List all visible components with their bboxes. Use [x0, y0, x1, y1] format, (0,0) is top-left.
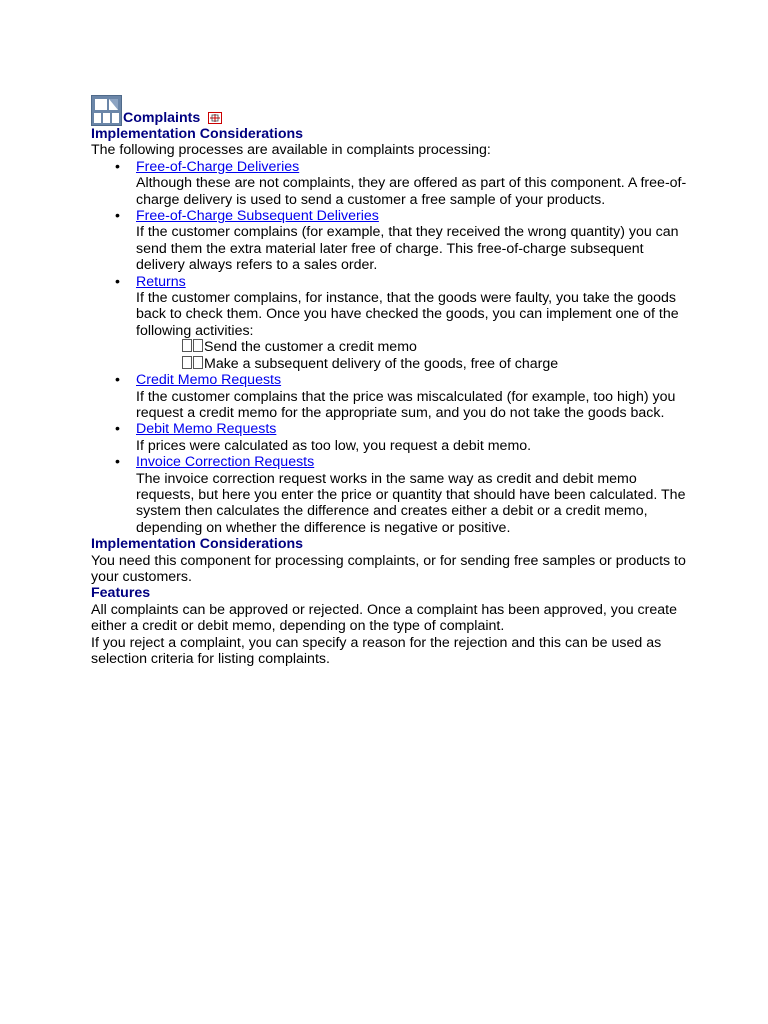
activity-item — [182, 339, 691, 355]
item-description: If the customer complains, for instance, that the goods were faulty, you take the goods back to check them. Once you have checked the goods, you can implement one of the following activities: — [136, 290, 679, 339]
section-heading-implementation-2: Implementation Considerations — [91, 536, 304, 553]
link-returns[interactable]: Returns — [136, 273, 186, 290]
list-item — [136, 372, 691, 421]
structure-link-icon[interactable] — [208, 112, 222, 124]
list-item — [136, 274, 691, 372]
title-row — [91, 94, 691, 126]
activity-label: Send the customer a credit memo — [204, 339, 417, 356]
activity-label: Make a subsequent delivery of the goods, free of charge — [204, 355, 559, 372]
intro-text: The following processes are available in complaints processing: — [91, 142, 491, 159]
process-list — [91, 159, 691, 536]
item-description: If prices were calculated as too low, you request a debit memo. — [136, 437, 532, 454]
link-free-of-charge-subsequent-deliveries[interactable]: Free-of-Charge Subsequent Deliveries — [136, 208, 379, 225]
item-description: If the customer complains (for example, that they received the wrong quantity) you can send them the extra material later free of charge. This free-of-charge subsequent delivery always refers to a sales order. — [136, 224, 679, 274]
section-heading-implementation: Implementation Considerations — [91, 126, 304, 142]
features-paragraph: All complaints can be approved or rejected. Once a complaint has been approved, you create either a credit or debit memo, depending on the type of complaint. — [91, 601, 677, 635]
activity-list — [136, 339, 691, 372]
list-item — [136, 208, 691, 274]
table-layout-icon — [91, 95, 122, 126]
section2-text: You need this component for processing complaints, or for sending free samples or products to your customers. — [91, 552, 686, 585]
item-description: The invoice correction request works in the same way as credit and debit memo requests, but here you enter the price or quantity that should have been calculated. The system then calculates the difference and creates either a debit or a credit memo, depending on whether the difference is negative or positive. — [136, 470, 686, 536]
checkbox-glyph-icon — [193, 356, 203, 369]
checkbox-glyph-icon — [193, 339, 203, 352]
list-item — [136, 159, 691, 208]
list-item — [136, 454, 691, 536]
section-heading-features: Features — [91, 585, 151, 602]
document-body — [91, 94, 691, 667]
list-item — [136, 421, 691, 454]
checkbox-glyph-icon — [182, 339, 192, 352]
activity-item — [182, 356, 691, 372]
link-invoice-correction-requests[interactable]: Invoice Correction Requests — [136, 454, 315, 471]
link-credit-memo-requests[interactable]: Credit Memo Requests — [136, 372, 282, 389]
link-free-of-charge-deliveries[interactable]: Free-of-Charge Deliveries — [136, 158, 300, 175]
page-title: Complaints — [123, 109, 201, 126]
item-description: Although these are not complaints, they are offered as part of this component. A free-of-charge delivery is used to send a customer a free sample of your products. — [136, 175, 687, 208]
item-description: If the customer complains that the price was miscalculated (for example, too high) you request a credit memo for the appropriate sum, and you do not take the goods back. — [136, 388, 676, 421]
features-paragraph: If you reject a complaint, you can specify a reason for the rejection and this can be used as selection criteria for listing complaints. — [91, 634, 662, 667]
checkbox-glyph-icon — [182, 356, 192, 369]
link-debit-memo-requests[interactable]: Debit Memo Requests — [136, 421, 277, 438]
